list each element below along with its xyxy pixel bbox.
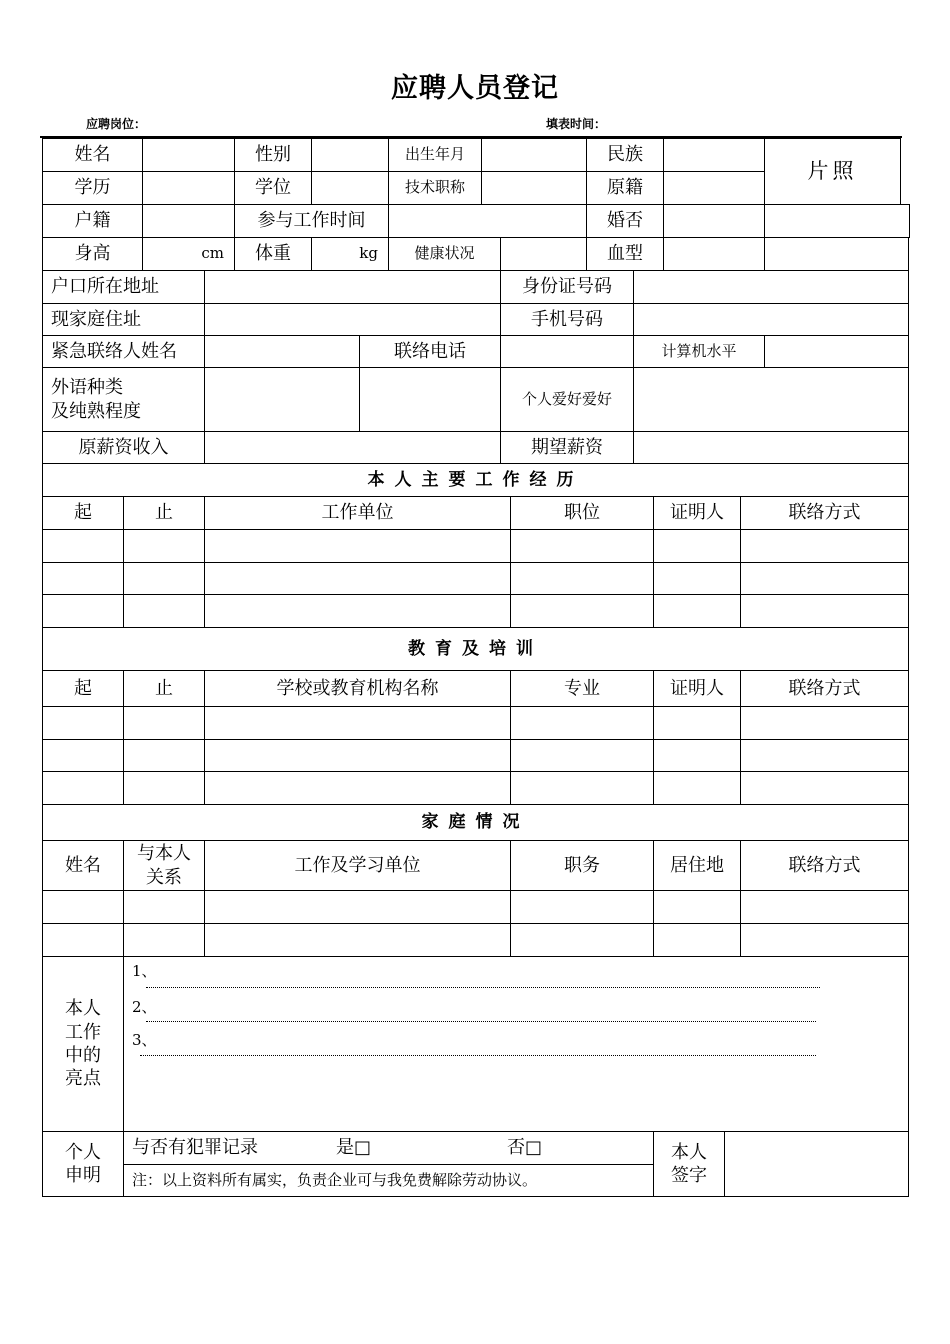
label-height: 身高	[42, 237, 143, 271]
work-col-company: 工作单位	[204, 496, 511, 530]
highlight-line-2[interactable]	[146, 1021, 816, 1022]
field-work-start[interactable]	[388, 204, 587, 238]
field-home-addr[interactable]	[204, 303, 501, 336]
declaration-label-cell	[42, 1131, 124, 1197]
field-blood[interactable]	[663, 237, 765, 271]
work-col-contact: 联络方式	[740, 496, 909, 530]
family-cell[interactable]	[123, 923, 205, 957]
edu-col-major: 专业	[510, 670, 654, 707]
family-cell[interactable]	[740, 923, 909, 957]
label-hobby: 个人爱好爱好	[500, 367, 634, 432]
highlight-item-2: 2、	[132, 998, 157, 1016]
label-birth: 出生年月	[388, 138, 482, 172]
work-cell[interactable]	[510, 562, 654, 595]
criminal-record-row	[123, 1131, 654, 1165]
work-cell[interactable]	[653, 529, 741, 563]
label-language-line1: 外语种类	[51, 377, 123, 399]
work-cell[interactable]	[42, 529, 124, 563]
edu-cell[interactable]	[740, 739, 909, 772]
work-cell[interactable]	[204, 562, 511, 595]
highlights-area[interactable]	[123, 956, 909, 1132]
family-cell[interactable]	[653, 890, 741, 924]
work-history-title: 本人主要工作经历	[42, 463, 909, 497]
family-cell[interactable]	[123, 890, 205, 924]
highlight-line-3[interactable]	[140, 1055, 816, 1056]
work-cell[interactable]	[740, 594, 909, 628]
label-work-start: 参与工作时间	[234, 204, 389, 238]
family-cell[interactable]	[204, 923, 511, 957]
label-expected-salary: 期望薪资	[500, 431, 634, 464]
family-col-residence: 居住地	[653, 840, 741, 891]
label-household: 户籍	[42, 204, 143, 238]
label-native-place: 原籍	[586, 171, 664, 205]
edu-cell[interactable]	[510, 739, 654, 772]
family-col-contact: 联络方式	[740, 840, 909, 891]
family-cell[interactable]	[42, 890, 124, 924]
position-label: 应聘岗位：	[86, 117, 147, 131]
field-expected-salary[interactable]	[633, 431, 909, 464]
criminal-no-option[interactable]: 否□	[507, 1137, 543, 1159]
label-id-no: 身份证号码	[500, 270, 634, 304]
field-tech-title[interactable]	[481, 171, 587, 205]
family-cell[interactable]	[653, 923, 741, 957]
field-computer[interactable]	[764, 335, 909, 368]
edu-cell[interactable]	[123, 706, 205, 740]
family-cell[interactable]	[42, 923, 124, 957]
edu-col-end: 止	[123, 670, 205, 707]
work-cell[interactable]	[740, 562, 909, 595]
label-phone: 联络电话	[359, 335, 501, 368]
work-cell[interactable]	[42, 562, 124, 595]
label-tech-title: 技术职称	[388, 171, 482, 205]
family-cell[interactable]	[740, 890, 909, 924]
edu-cell[interactable]	[653, 771, 741, 805]
field-old-salary[interactable]	[204, 431, 501, 464]
edu-cell[interactable]	[204, 706, 511, 740]
family-cell[interactable]	[510, 890, 654, 924]
highlight-item-3: 3、	[132, 1031, 157, 1049]
field-id-no[interactable]	[633, 270, 909, 304]
edu-col-contact: 联络方式	[740, 670, 909, 707]
label-home-addr: 现家庭住址	[42, 303, 205, 336]
label-hukou-addr: 户口所在地址	[42, 270, 205, 304]
label-language-line2: 及纯熟程度	[51, 400, 141, 422]
label-computer: 计算机水平	[633, 335, 765, 368]
edu-cell[interactable]	[42, 739, 124, 772]
work-cell[interactable]	[510, 529, 654, 563]
label-old-salary: 原薪资收入	[42, 431, 205, 464]
field-native-place[interactable]	[663, 171, 765, 205]
work-cell[interactable]	[510, 594, 654, 628]
form-title: 应聘人员登记	[391, 73, 559, 104]
label-name: 姓名	[42, 138, 143, 172]
family-col-relation-label: 与本人关系	[137, 843, 191, 888]
photo-box[interactable]: 片照	[764, 138, 901, 205]
field-hobby[interactable]	[633, 367, 909, 432]
field-extra[interactable]	[764, 204, 910, 238]
family-cell[interactable]	[204, 890, 511, 924]
work-col-start: 起	[42, 496, 124, 530]
edu-cell[interactable]	[204, 771, 511, 805]
date-label: 填表时间：	[546, 117, 607, 131]
work-cell[interactable]	[653, 562, 741, 595]
highlights-label-cell	[42, 956, 124, 1132]
field-name[interactable]	[142, 138, 235, 172]
family-col-unit: 工作及学习单位	[204, 840, 511, 891]
field-emergency[interactable]	[204, 335, 360, 368]
family-cell[interactable]	[510, 923, 654, 957]
work-col-position: 职位	[510, 496, 654, 530]
label-gender: 性别	[234, 138, 312, 172]
highlight-item-1: 1、	[132, 962, 157, 980]
label-blood: 血型	[586, 237, 664, 271]
family-title: 家庭情况	[42, 804, 909, 841]
edu-col-school: 学校或教育机构名称	[204, 670, 511, 707]
edu-col-referee: 证明人	[653, 670, 741, 707]
work-cell[interactable]	[204, 529, 511, 563]
edu-cell[interactable]	[42, 771, 124, 805]
signature-label-cell	[653, 1131, 725, 1197]
label-emergency: 紧急联络人姓名	[42, 335, 205, 368]
field-phone[interactable]	[500, 335, 634, 368]
field-education[interactable]	[142, 171, 235, 205]
field-gender[interactable]	[311, 138, 389, 172]
field-birth[interactable]	[481, 138, 587, 172]
family-col-relation	[123, 840, 205, 891]
field-language[interactable]	[204, 367, 360, 432]
work-cell[interactable]	[204, 594, 511, 628]
field-weight[interactable]: kg	[311, 237, 389, 271]
label-marital: 婚否	[586, 204, 664, 238]
field-height[interactable]: cm	[142, 237, 235, 271]
signature-label: 本人签字	[671, 1141, 707, 1186]
field-language-level[interactable]	[359, 367, 501, 432]
field-health[interactable]	[500, 237, 587, 271]
family-col-name: 姓名	[42, 840, 124, 891]
declaration-label: 个人申明	[65, 1141, 101, 1186]
field-blood-extra[interactable]	[764, 237, 909, 271]
work-cell[interactable]	[42, 594, 124, 628]
work-cell[interactable]	[123, 594, 205, 628]
label-language	[42, 367, 205, 432]
field-ethnicity[interactable]	[663, 138, 765, 172]
work-col-end: 止	[123, 496, 205, 530]
edu-cell[interactable]	[510, 706, 654, 740]
criminal-yes-option[interactable]: 是□	[336, 1137, 372, 1159]
field-degree[interactable]	[311, 171, 389, 205]
edu-cell[interactable]	[653, 739, 741, 772]
highlight-line-1[interactable]	[146, 987, 820, 988]
label-weight: 体重	[234, 237, 312, 271]
edu-cell[interactable]	[123, 739, 205, 772]
edu-col-start: 起	[42, 670, 124, 707]
work-cell[interactable]	[123, 529, 205, 563]
work-cell[interactable]	[123, 562, 205, 595]
highlights-label: 本人工作中的亮点	[65, 998, 101, 1090]
work-cell[interactable]	[653, 594, 741, 628]
work-col-referee: 证明人	[653, 496, 741, 530]
declaration-note: 注：以上资料所有属实，负责企业可与我免费解除劳动协议。	[123, 1164, 654, 1197]
signature-field[interactable]	[724, 1131, 909, 1197]
criminal-record-label: 与否有犯罪记录	[132, 1137, 258, 1159]
label-mobile: 手机号码	[500, 303, 634, 336]
label-education: 学历	[42, 171, 143, 205]
edu-cell[interactable]	[204, 739, 511, 772]
edu-cell[interactable]	[740, 706, 909, 740]
field-household[interactable]	[142, 204, 235, 238]
label-health: 健康状况	[388, 237, 501, 271]
label-degree: 学位	[234, 171, 312, 205]
edu-cell[interactable]	[123, 771, 205, 805]
field-marital[interactable]	[663, 204, 765, 238]
family-col-duty: 职务	[510, 840, 654, 891]
edu-cell[interactable]	[510, 771, 654, 805]
field-hukou-addr[interactable]	[204, 270, 501, 304]
field-mobile[interactable]	[633, 303, 909, 336]
edu-cell[interactable]	[42, 706, 124, 740]
edu-cell[interactable]	[653, 706, 741, 740]
edu-cell[interactable]	[740, 771, 909, 805]
education-title: 教育及培训	[42, 627, 909, 671]
work-cell[interactable]	[740, 529, 909, 563]
label-ethnicity: 民族	[586, 138, 664, 172]
